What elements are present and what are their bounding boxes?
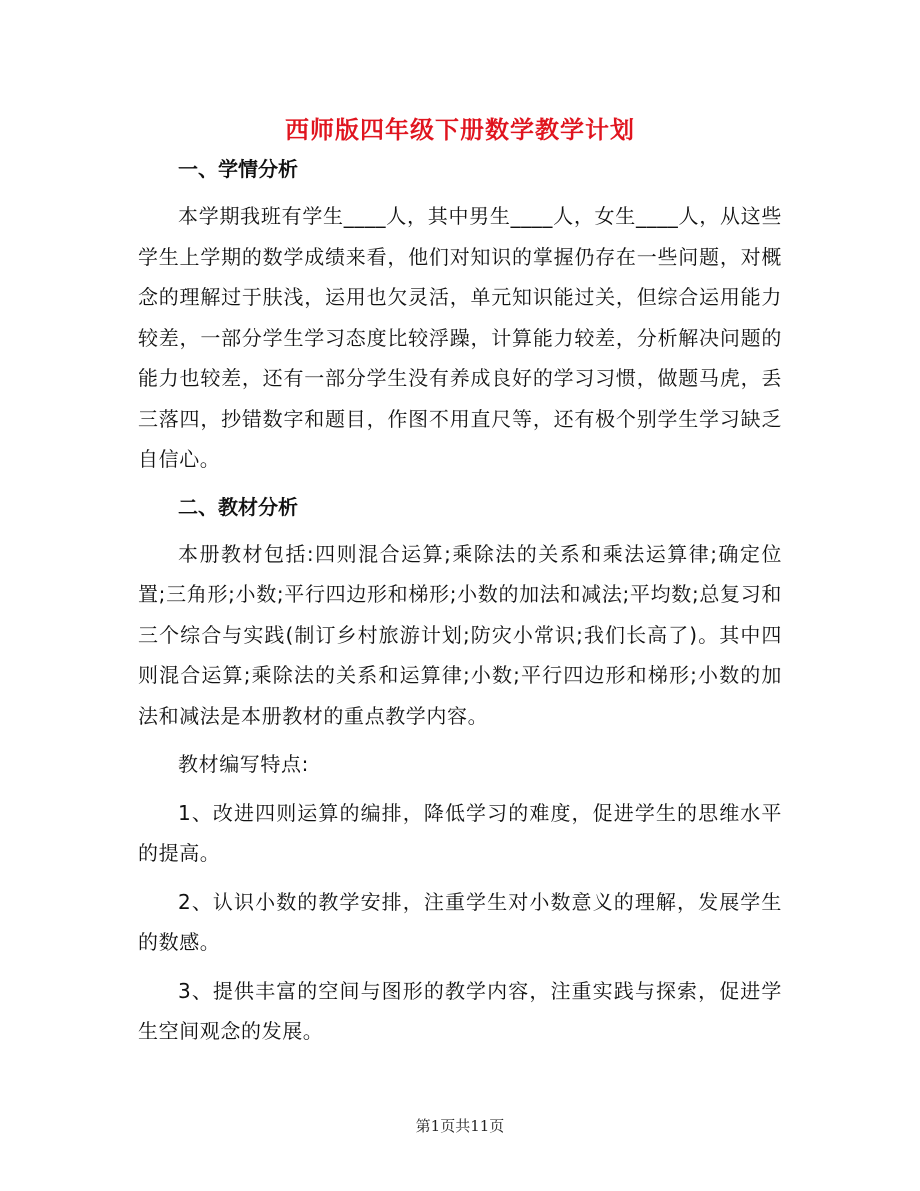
student-analysis-paragraph: 本学期我班有学生____人，其中男生____人，女生____人，从这些学生上学期的数学成绩来看，他们对知识的掌握仍存在一些问题，对概念的理解过于肤浅，运用也欠灵活，单元知识能过关，但综合运用能力较差，一部分学生学习态度比较浮躁，计算能力较差，分析解决问题的能力也较差，还有一部分学生没有养成良好的学习习惯，做题马虎，丢三落四，抄错数字和题目，作图不用直尺等，还有极个别学生学习缺乏自信心。 xyxy=(138,204,782,471)
spacer xyxy=(138,963,782,971)
feature-item-1: 1、改进四则运算的编排，降低学习的难度，促进学生的思维水平的提高。 xyxy=(138,800,782,865)
spacer xyxy=(138,785,782,793)
spacer xyxy=(138,480,782,488)
spacer xyxy=(138,188,782,196)
spacer xyxy=(138,526,782,534)
feature-item-3: 3、提供丰富的空间与图形的教学内容，注重实践与探索，促进学生空间观念的发展。 xyxy=(138,978,782,1043)
feature-item-2: 2、认识小数的教学安排，注重学生对小数意义的理解，发展学生的数感。 xyxy=(138,889,782,954)
textbook-content-paragraph: 本册教材包括:四则混合运算;乘除法的关系和乘法运算律;确定位置;三角形;小数;平行四边形和梯形;小数的加法和减法;平均数;总复习和三个综合与实践(制订乡村旅游计划;防灾小常识;我们长高了)。其中四则混合运算;乘除法的关系和运算律;小数;平行四边形和梯形;小数的加法和减法是本册教材的重点教学内容。 xyxy=(138,541,782,728)
spacer xyxy=(138,874,782,882)
section-heading-student-analysis: 一、学情分析 xyxy=(178,157,298,181)
page-footer: 第1页共11页 xyxy=(415,1117,505,1135)
spacer xyxy=(138,736,782,744)
document-title: 西师版四年级下册数学教学计划 xyxy=(285,116,635,144)
section-heading-textbook-analysis: 二、教材分析 xyxy=(178,494,298,519)
document-body xyxy=(138,150,782,1052)
features-intro-paragraph: 教材编写特点: xyxy=(178,752,309,776)
